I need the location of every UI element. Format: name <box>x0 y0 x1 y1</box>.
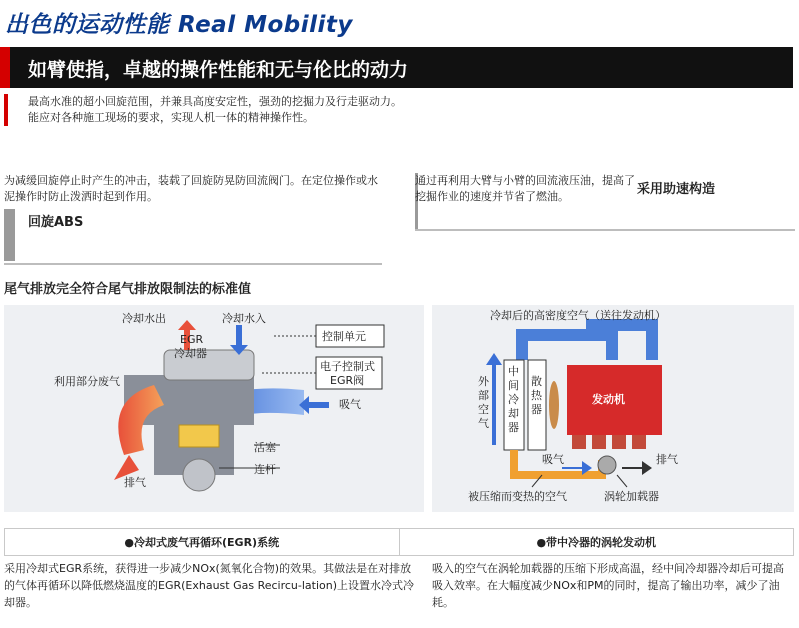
label-intercooler-3: 冷 <box>508 393 519 406</box>
egr-diagram <box>4 305 424 512</box>
label-turbocharger: 涡轮加载器 <box>604 490 659 503</box>
label-cooled-air: 冷却后的高密度空气（送往发动机） <box>490 309 666 322</box>
fan-shape <box>549 381 559 429</box>
label-intake: 吸气 <box>542 453 564 466</box>
feature-divider <box>4 263 382 265</box>
label-egr-valve-2: EGR阀 <box>330 374 365 387</box>
intro-text <box>28 94 402 126</box>
label-control-unit: 控制单元 <box>322 330 366 343</box>
label-outside-air-2: 部 <box>478 389 489 402</box>
label-egr-valve-1: 电子控制式 <box>320 360 375 373</box>
label-compressed-air: 被压缩而变热的空气 <box>468 490 567 503</box>
turbocharger-shape <box>598 456 616 474</box>
crank-shape <box>183 459 215 491</box>
engine-intake-duct <box>592 325 652 360</box>
label-rod: 连杆 <box>254 463 276 476</box>
piston-shape <box>179 425 219 447</box>
label-outside-air-4: 气 <box>478 417 489 430</box>
label-intercooler-2: 间 <box>508 379 519 392</box>
feature-description: 通过再利用大臂与小臂的回流液压油，提高了挖掘作业的速度并节省了燃油。 <box>415 174 635 203</box>
feature-accent-bar <box>4 209 15 261</box>
feature-description: 为减缓回旋停止时产生的冲击，装载了回旋防晃防回流阀门。在定位操作或水泥操作时防止泼洒时起到作用。 <box>4 174 378 203</box>
diagram-captions <box>4 528 794 556</box>
cooled-air-duct <box>522 335 612 360</box>
label-piston: 活塞 <box>254 441 276 454</box>
emissions-heading: 尾气排放完全符合尾气排放限制法的标准值 <box>4 282 252 297</box>
label-outside-air-1: 外 <box>478 375 489 388</box>
feature-regeneration <box>415 173 795 231</box>
egr-diagram-svg <box>4 305 424 512</box>
label-coolant-out: 冷却水出 <box>122 312 166 325</box>
label-engine: 发动机 <box>592 393 625 406</box>
label-intercooler-4: 却 <box>508 407 519 420</box>
label-coolant-in: 冷却水入 <box>222 312 266 325</box>
caption-egr: ●冷却式废气再循环(EGR)系统 <box>124 536 280 549</box>
intro-accent-bar <box>4 94 8 126</box>
turbo-description: 吸入的空气在涡轮加载器的压缩下形成高温，经中间冷却器冷却后可提高吸入效率。在大幅度减少NOx和PM的同时，提高了输出功率，减少了油耗。 <box>432 562 784 609</box>
exhaust-arrow <box>622 461 652 475</box>
intro-line-1: 最高水准的超小回旋范围，并兼具高度安定性，强劲的挖掘力及行走驱动力。 <box>28 95 402 108</box>
banner-accent <box>0 47 10 88</box>
label-radiator-2: 热 <box>531 389 542 402</box>
page-title: 出色的运动性能 Real Mobility <box>5 12 353 38</box>
caption-turbo: ●带中冷器的涡轮发动机 <box>399 529 794 555</box>
label-intercooler-5: 器 <box>508 421 519 434</box>
label-egr-cooler-1: EGR <box>180 333 204 346</box>
banner-title: 如臂使指，卓越的操作性能和无与伦比的动力 <box>28 59 409 81</box>
section-banner <box>0 47 793 88</box>
label-radiator-3: 器 <box>531 403 542 416</box>
turbo-diagram-svg <box>432 305 794 512</box>
label-outside-air-3: 空 <box>478 403 489 416</box>
label-intercooler-1: 中 <box>508 365 519 378</box>
label-exhaust: 排气 <box>656 453 678 466</box>
intro-line-2: 能应对各种施工现场的要求，实现人机一体的精神操作性。 <box>28 111 314 124</box>
turbo-diagram <box>432 305 794 512</box>
egr-description: 采用冷却式EGR系统，获得进一步减少NOx(氮氧化合物)的效果。其做法是在对排放的气体再循环以降低燃烧温度的EGR(Exhaust Gas Recircu-lation)上设置水冷式冷却器。 <box>4 562 415 609</box>
label-exhaust: 排气 <box>124 476 146 489</box>
feature-divider <box>415 229 795 231</box>
label-partial-exhaust: 利用部分废气 <box>54 375 120 388</box>
feature-label: 回旋ABS <box>28 215 84 230</box>
label-egr-cooler-2: 冷却器 <box>174 347 207 360</box>
label-intake: 吸气 <box>339 398 361 411</box>
label-radiator-1: 散 <box>531 375 542 388</box>
feature-label: 采用助速构造 <box>637 182 716 197</box>
feature-swing-abs <box>4 173 382 265</box>
